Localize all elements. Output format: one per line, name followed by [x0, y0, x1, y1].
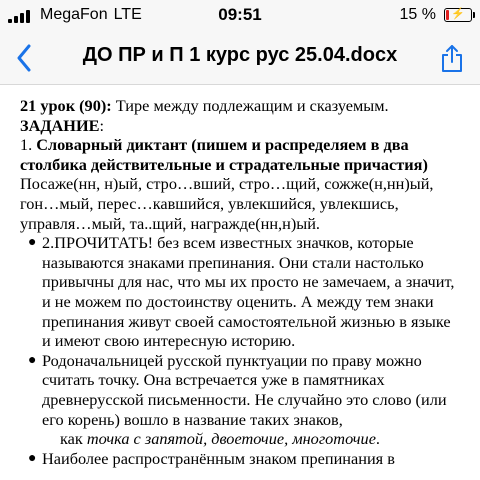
task-label: ЗАДАНИЕ: [20, 115, 100, 135]
navigation-bar: [0, 32, 480, 85]
lesson-topic: Тире между подлежащим и сказуемым.: [111, 96, 389, 115]
share-icon: [440, 43, 464, 73]
bullet-dot-icon: ●: [28, 235, 37, 251]
continuation-prefix: как: [60, 429, 87, 449]
bullet-text: Родоначальницей русской пунктуации по праву можно считать точку. Она встречается уже в памятниках древнерусской письменности. Не случайно это слово (или его корень) вошло в название таких знаков,: [42, 350, 447, 429]
continuation-suffix: .: [375, 429, 380, 449]
battery-percent: 15 %: [399, 6, 436, 23]
carrier-name: MegaFon: [40, 6, 108, 23]
document-title: ДО ПР и П 1 курс рус 25.04.docx: [82, 44, 398, 66]
lesson-title: [20, 96, 460, 116]
network-type: LTE: [113, 6, 142, 23]
item-1: [20, 135, 460, 174]
punctuation-examples: точка с запятой, двоеточие, многоточие: [86, 429, 376, 449]
document-content: [0, 88, 480, 480]
chevron-left-icon: [16, 44, 32, 72]
bullet-item-1: [20, 233, 460, 351]
bullet-dot-icon: ●: [28, 450, 37, 466]
status-bar: [0, 0, 480, 32]
item-1-number: 1.: [20, 135, 37, 155]
bullet-item-3: [20, 449, 460, 469]
reading-bullets: [20, 233, 460, 468]
bullet-dot-icon: ●: [28, 352, 37, 368]
task-colon: :: [99, 115, 105, 135]
battery-icon: [444, 8, 472, 22]
task-heading: [20, 116, 460, 136]
share-button[interactable]: [434, 38, 470, 78]
dictation-words: Посаже(нн, н)ый, стро…вший, стро…щий, сожже(н,нн)ый, гон…мый, перес…кавшийся, увлекшийся, увлекшись, управля…мый, та..щий, награжде(нн,н)ый.: [20, 174, 434, 233]
charging-bolt-icon: ⚡: [451, 8, 465, 20]
bullet-text: 2.ПРОЧИТАТЬ! без всем известных значков, которые называются знаками препинания. Они стали настолько привычны для нас, что мы их просто не замечаем, а значит, и не можем по достоинству оценить. А между тем знаки препинания живут своей самостоятельной жизнью в языке и имеют свою интересную историю.: [42, 233, 455, 351]
bullet-continuation: [42, 429, 380, 448]
item-1-heading: Словарный диктант (пишем и распределяем в два столбика действительные и страдательные причастия): [20, 135, 428, 174]
back-button[interactable]: [6, 38, 42, 78]
lesson-number: 21 урок (90):: [20, 96, 112, 115]
bullet-text: Наиболее распространённым знаком препинания в: [42, 448, 395, 468]
bullet-item-2: [20, 351, 460, 449]
status-time: 09:51: [218, 5, 262, 24]
